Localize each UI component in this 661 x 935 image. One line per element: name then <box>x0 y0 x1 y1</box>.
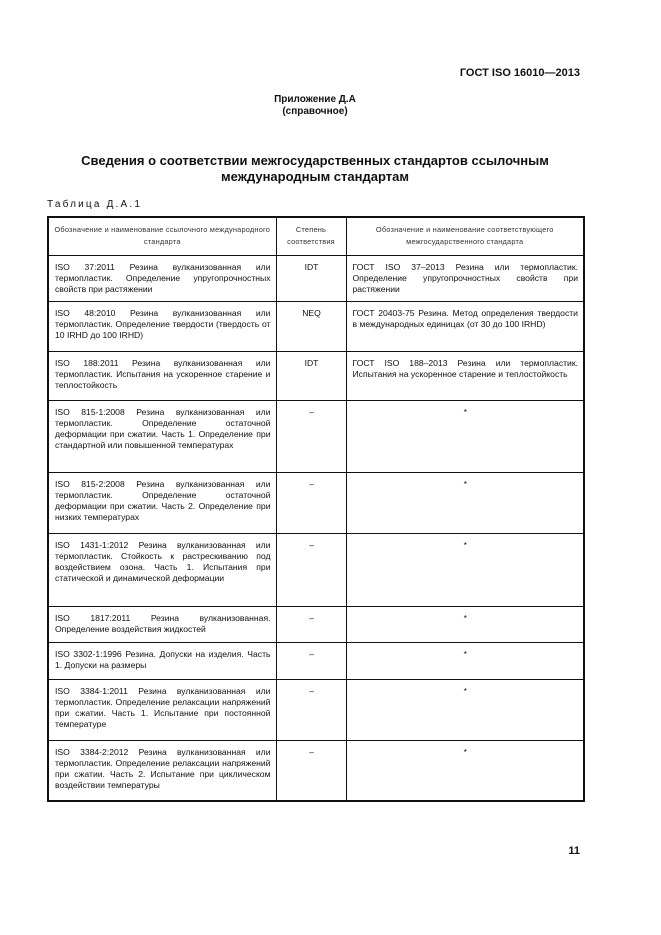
degree-cell: – <box>276 642 346 679</box>
document-code: ГОСТ ISO 16010—2013 <box>459 67 580 79</box>
correspondence-table <box>47 216 585 802</box>
table-row <box>48 301 584 351</box>
interstate-standard-cell: * <box>346 400 584 472</box>
degree-cell: NEQ <box>276 301 346 351</box>
page-title-line-2: международным стандартам <box>221 169 409 184</box>
reference-standard-cell: ISO 48:2010 Резина вулканизованная или термопластик. Определение твердости (твердость от 10 IRHD до 100 IRHD) <box>48 301 276 351</box>
degree-cell: – <box>276 679 346 740</box>
reference-standard-cell: ISO 37:2011 Резина вулканизованная или термопластик. Определение упругопрочностных свойств при растяжении <box>48 255 276 301</box>
appendix-title: Приложение Д.А <box>274 94 356 105</box>
page-number: 11 <box>568 845 580 857</box>
reference-standard-cell: ISO 3384-1:2011 Резина вулканизованная или термопластик. Определение релаксации напряжений при сжатии. Часть 1. Испытание при постоянной температуре <box>48 679 276 740</box>
interstate-standard-cell: * <box>346 606 584 642</box>
page-title-line-1: Сведения о соответствии межгосударственных стандартов ссылочным <box>81 153 549 168</box>
table-row <box>48 533 584 606</box>
reference-standard-cell: ISO 3302-1:1996 Резина. Допуски на изделия. Часть 1. Допуски на размеры <box>48 642 276 679</box>
degree-cell: – <box>276 606 346 642</box>
degree-cell: – <box>276 400 346 472</box>
page-title <box>46 153 584 185</box>
degree-cell: – <box>276 740 346 801</box>
appendix-heading <box>0 94 630 118</box>
column-header-interstate-standard: Обозначение и наименование соответствующего межгосударственного стандарта <box>346 217 584 255</box>
table-row <box>48 679 584 740</box>
table-row <box>48 740 584 801</box>
table-row <box>48 351 584 400</box>
reference-standard-cell: ISO 188:2011 Резина вулканизованная или термопластик. Испытания на ускоренное старение и теплостойкость <box>48 351 276 400</box>
column-header-reference-standard: Обозначение и наименование ссылочного международного стандарта <box>48 217 276 255</box>
table-caption: Таблица Д.А.1 <box>47 199 143 210</box>
table-row <box>48 400 584 472</box>
table-row <box>48 255 584 301</box>
column-header-degree: Степень соответствия <box>276 217 346 255</box>
degree-cell: – <box>276 533 346 606</box>
table-row <box>48 606 584 642</box>
reference-standard-cell: ISO 1817:2011 Резина вулканизованная. Определение воздействия жидкостей <box>48 606 276 642</box>
reference-standard-cell: ISO 815-1:2008 Резина вулканизованная или термопластик. Определение остаточной деформации при сжатии. Часть 1. Определение при стандартной или повышенной температурах <box>48 400 276 472</box>
interstate-standard-cell: ГОСТ 20403-75 Резина. Метод определения твердости в международных единицах (от 30 до 100 IRHD) <box>346 301 584 351</box>
reference-standard-cell: ISO 3384-2:2012 Резина вулканизованная или термопластик. Определение релаксации напряжений при сжатии. Часть 2. Испытание при циклическом воздействии температуры <box>48 740 276 801</box>
interstate-standard-cell: ГОСТ ISO 188–2013 Резина или термопластик. Испытания на ускоренное старение и теплостойкость <box>346 351 584 400</box>
interstate-standard-cell: * <box>346 642 584 679</box>
interstate-standard-cell: * <box>346 740 584 801</box>
interstate-standard-cell: * <box>346 679 584 740</box>
interstate-standard-cell: * <box>346 472 584 533</box>
table-header-row <box>48 217 584 255</box>
interstate-standard-cell: * <box>346 533 584 606</box>
degree-cell: – <box>276 472 346 533</box>
reference-standard-cell: ISO 1431-1:2012 Резина вулканизованная или термопластик. Стойкость к растрескиванию под воздействием озона. Часть 1. Испытания при статической и динамической деформации <box>48 533 276 606</box>
interstate-standard-cell: ГОСТ ISO 37–2013 Резина или термопластик. Определение упругопрочностных свойств при растяжении <box>346 255 584 301</box>
table-row <box>48 642 584 679</box>
degree-cell: IDT <box>276 351 346 400</box>
degree-cell: IDT <box>276 255 346 301</box>
reference-standard-cell: ISO 815-2:2008 Резина вулканизованная или термопластик. Определение остаточной деформации при сжатии. Часть 2. Определение при низких температурах <box>48 472 276 533</box>
table-row <box>48 472 584 533</box>
appendix-subtitle: (справочное) <box>282 106 348 117</box>
